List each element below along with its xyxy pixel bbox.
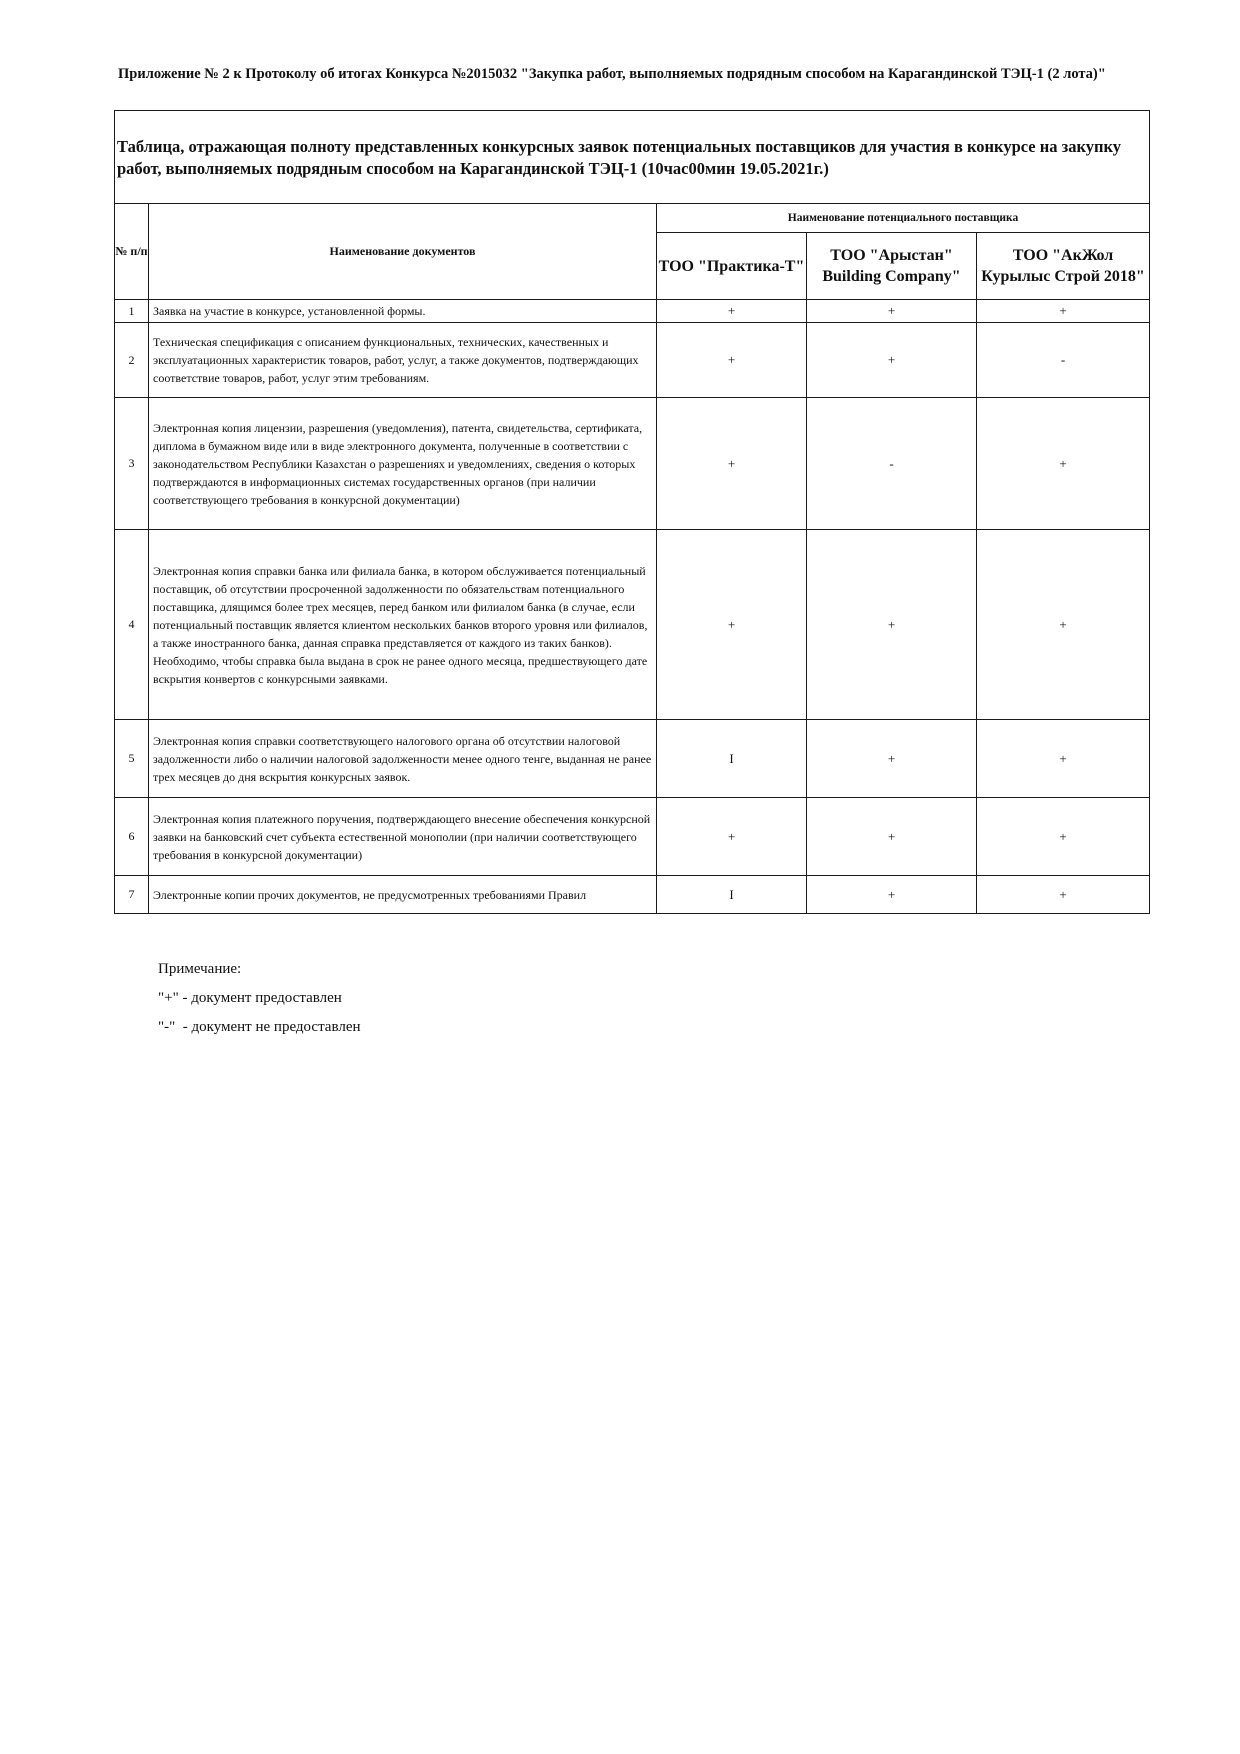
mark-praktika: + [657,398,807,530]
table-row [115,398,1150,530]
document-completeness-table [114,110,1150,914]
column-header-supplier-group: Наименование потенциального поставщика [657,204,1150,233]
notes-legend-plus: "+" - документ предоставлен [158,990,342,1006]
table-row [115,300,1150,323]
mark-akzhol: + [977,398,1150,530]
mark-praktika: + [657,798,807,876]
mark-arystan: - [807,398,977,530]
document-name: Электронная копия справки банка или филиала банка, в котором обслуживается потенциальный поставщик, об отсутствии просроченной задолженности по обязательствам потенциального поставщика, длящимся более трех месяцев, перед банком или филиалом банка (в случае, если потенциальный поставщик является клиентом нескольких банков второго уровня или филиалов, а также иностранного банка, данная справка представляется от каждого из таких банков). Необходимо, чтобы справка была выдана в срок не ранее одного месяца, предшествующего дате вскрытия конвертов с конкурсными заявками. [149,530,657,720]
header-row-1 [115,204,1150,233]
row-number: 6 [115,798,149,876]
row-number: 4 [115,530,149,720]
supplier-header-arystan: ТОО "Арыстан" Building Company" [807,233,977,300]
row-number: 2 [115,323,149,398]
document-name: Электронная копия лицензии, разрешения (уведомления), патента, свидетельства, сертификата, диплома в бумажном виде или в виде электронного документа, полученные в соответствии с законодательством Республики Казахстан о разрешениях и уведомлениях, сведения о которых подтверждаются в информационных системах государственных органов (при наличии соответствующего требования в конкурсной документации) [149,398,657,530]
notes-title: Примечание: [158,961,242,977]
table-row [115,530,1150,720]
column-header-documents: Наименование документов [149,204,657,300]
mark-praktika: + [657,300,807,323]
mark-arystan: + [807,300,977,323]
mark-akzhol: + [977,798,1150,876]
mark-akzhol: + [977,876,1150,914]
notes [158,955,361,1042]
table-row [115,720,1150,798]
mark-arystan: + [807,798,977,876]
page-header: Приложение № 2 к Протоколу об итогах Конкурса №2015032 "Закупка работ, выполняемых подрядным способом на Карагандинской ТЭЦ-1 (2 лота)" [118,66,1106,82]
notes-legend-minus: "-" - документ не предоставлен [158,1019,361,1035]
row-number: 1 [115,300,149,323]
mark-arystan: + [807,876,977,914]
table-row [115,798,1150,876]
supplier-header-akzhol: ТОО "АкЖол Курылыс Строй 2018" [977,233,1150,300]
supplier-header-praktika: ТОО "Практика-Т" [657,233,807,300]
table-row [115,323,1150,398]
mark-arystan: + [807,530,977,720]
document-name: Техническая спецификация с описанием функциональных, технических, качественных и эксплуатационных характеристик товаров, работ, услуг, а также документов, подтверждающих соответствие товаров, работ, услуг этим требованиям. [149,323,657,398]
document-name: Электронные копии прочих документов, не предусмотренных требованиями Правил [149,876,657,914]
document-name: Электронная копия справки соответствующего налогового органа об отсутствии налоговой задолженности либо о наличии налоговой задолженности менее одного тенге, выданная не ранее трех месяцев до дня вскрытия конкурсных заявок. [149,720,657,798]
document-name: Заявка на участие в конкурсе, установленной формы. [149,300,657,323]
document-name: Электронная копия платежного поручения, подтверждающего внесение обеспечения конкурсной заявки на банковский счет субъекта естественной монополии (при наличии соответствующего требования в конкурсной документации) [149,798,657,876]
row-number: 3 [115,398,149,530]
table-row [115,876,1150,914]
mark-praktika: + [657,530,807,720]
column-header-number: № п/п [115,204,149,300]
mark-arystan: + [807,323,977,398]
mark-praktika: I [657,720,807,798]
row-number: 5 [115,720,149,798]
mark-praktika: I [657,876,807,914]
mark-praktika: + [657,323,807,398]
table-title-row [115,111,1150,204]
mark-akzhol: + [977,300,1150,323]
mark-akzhol: - [977,323,1150,398]
mark-akzhol: + [977,530,1150,720]
mark-arystan: + [807,720,977,798]
row-number: 7 [115,876,149,914]
mark-akzhol: + [977,720,1150,798]
table-title: Таблица, отражающая полноту представленных конкурсных заявок потенциальных поставщиков для участия в конкурсе на закупку работ, выполняемых подрядным способом на Карагандинской ТЭЦ-1 (10час00мин 19.05.2021г.) [115,111,1150,204]
